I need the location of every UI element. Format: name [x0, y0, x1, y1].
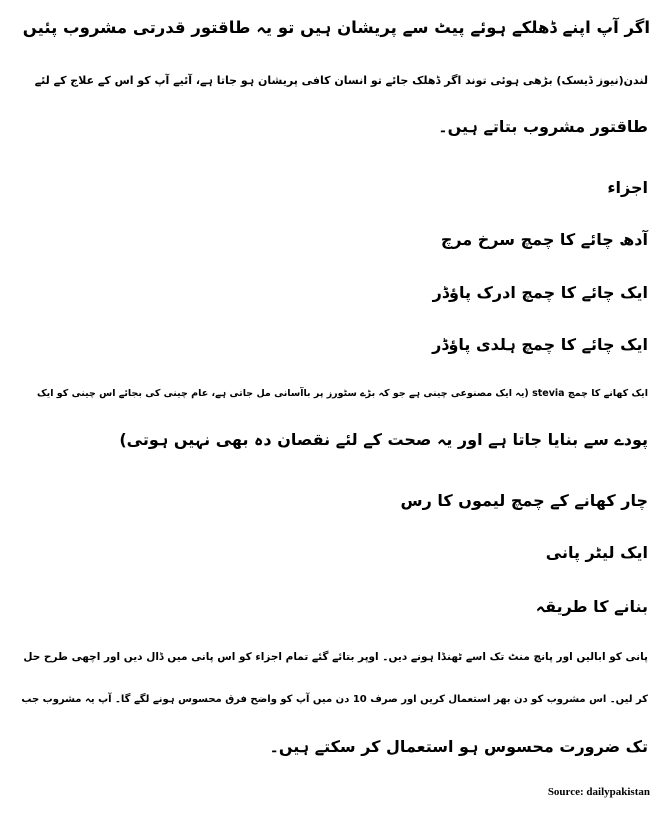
method-line: کر لیں۔ اس مشروب کو دن بھر استعمال کریں اور صرف 10 دن میں آپ کو واضح فرق محسوس ہونے لگے گا۔ آپ یہ مشروب جب [21, 694, 648, 705]
ingredient-item: چار کھانے کے چمچ لیموں کا رس [400, 491, 648, 510]
method-line: پانی کو ابالیں اور پانچ منٹ تک اسے ٹھنڈا ہونے دیں۔ اوپر بتائے گئے تمام اجزاء کو اس پانی میں ڈال دیں اور اچھی طرح حل [23, 651, 648, 663]
ingredient-item: ایک لیٹر پانی [545, 543, 648, 562]
article-title: اگر آپ اپنے ڈھلکے ہوئے پیٹ سے پریشان ہیں تو یہ طاقتور قدرتی مشروب پئیں [22, 18, 650, 37]
ingredients-heading: اجزاء [607, 178, 648, 197]
ingredient-item: ایک کھانے کا چمچ stevia (یہ ایک مصنوعی چینی ہے جو کہ بڑے سٹورز پر باآسانی مل جاتی ہے، عام چینی کی بجائے اس چینی کو ایک [36, 388, 648, 399]
ingredient-item: آدھ چائے کا چمچ سرخ مرچ [440, 230, 648, 249]
method-heading: بنانے کا طریقہ [535, 597, 648, 616]
intro-line-2: طاقتور مشروب بتاتے ہیں۔ [438, 117, 648, 136]
ingredient-item: ایک چائے کا چمچ ادرک پاؤڈر [432, 283, 648, 302]
intro-line-1: لندن(نیوز ڈیسک) بڑھی ہوئی توند اگر ڈھلک جائے تو انسان کافی پریشان ہو جاتا ہے، آئیے آپ کو اس کے علاج کے لئے [34, 74, 648, 87]
ingredient-item: ایک چائے کا چمچ ہلدی پاؤڈر [432, 335, 648, 354]
ingredient-item-continued: پودے سے بنایا جاتا ہے اور یہ صحت کے لئے نقصان دہ بھی نہیں ہوتی) [119, 430, 648, 449]
method-line: تک ضرورت محسوس ہو استعمال کر سکتے ہیں۔ [269, 737, 648, 756]
source-credit: Source: dailypakistan [547, 786, 650, 798]
